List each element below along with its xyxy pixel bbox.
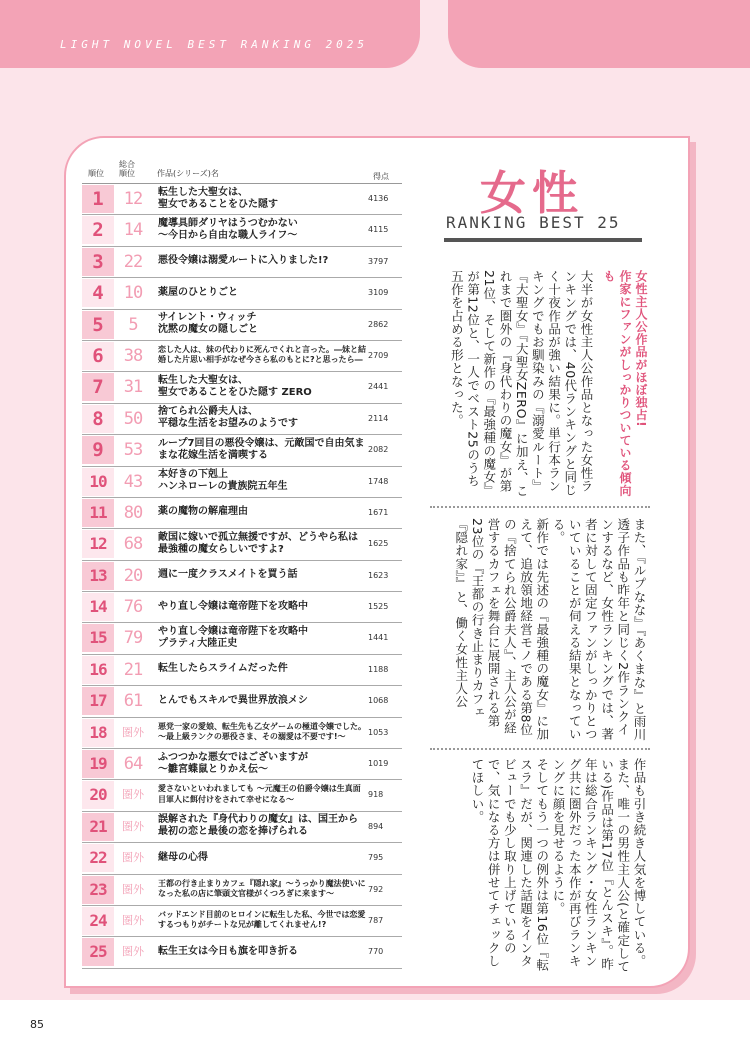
score: 1053 (368, 727, 389, 737)
overall-rank: 14 (123, 220, 143, 241)
article-paragraph-1: 大半が女性主人公作品となった女性ランキングでは、40代ランキングと同じく十夜作品が強い結果に。単行本ランキングでもお馴染みの『溺愛ルート』『大聖女』『大聖女ZERO』に加え、これまで圏外の『身代わりの魔女』が第21位、そして新作の『最強種の魔女』が第12位と、一人でベスト25のうち五作を占める形となった。 (449, 270, 594, 498)
overall-rank: 79 (123, 628, 143, 649)
rank-number: 7 (82, 373, 114, 401)
rank-number: 23 (82, 876, 114, 904)
work-title: ループ7回目の悪役令嬢は、元敵国で自由気ままな花嫁生活を満喫する (158, 437, 365, 461)
work-title: バッドエンド目前のヒロインに転生した私、今世では恋愛するつもりがチートな兄が離してくれません!? (158, 909, 366, 930)
rank-number: 6 (82, 342, 114, 370)
rank-number: 13 (82, 562, 114, 590)
work-title: とんでもスキルで異世界放浪メシ (158, 694, 308, 706)
work-title: 継母の心得 (158, 851, 208, 863)
work-title: 愛さないといわれましても ～元魔王の伯爵令嬢は生真面目軍人に餌付けをされて幸せになる～ (158, 784, 361, 804)
score: 770 (368, 947, 384, 957)
article-paragraph-3: 作品も引き続き人気を博している。 また、唯一の男性主人公(と確定している)作品は第17位『とんスキ』。昨年は総合ランキング・女性ランキング共に圏外だった本作が再びランキングに顔を見せるように。 そしてもう一つの例外は第16位『転スラ』だが、関連した話題をインタビューでも少し取り上げているので、気になる方は併せてチェックしてほしい。 (469, 758, 647, 974)
rank-number: 5 (82, 311, 114, 339)
table-row (82, 184, 402, 215)
score: 1623 (368, 570, 389, 580)
rank-number: 1 (82, 185, 114, 213)
score: 918 (368, 790, 384, 800)
table-row (82, 341, 402, 372)
score: 1748 (368, 476, 389, 486)
score: 1525 (368, 602, 389, 612)
header-band-right (448, 0, 750, 68)
dotted-divider (430, 748, 650, 750)
score: 2082 (368, 445, 389, 455)
overall-rank: 38 (123, 345, 143, 366)
rank-number: 11 (82, 499, 114, 527)
table-row (82, 467, 402, 498)
score: 2709 (368, 350, 389, 360)
overall-rank: 68 (123, 534, 143, 555)
rank-number: 21 (82, 813, 114, 841)
score: 1068 (368, 696, 389, 706)
rank-number: 24 (82, 907, 114, 935)
rank-number: 12 (82, 530, 114, 558)
rank-number: 18 (82, 719, 114, 747)
rank-number: 22 (82, 844, 114, 872)
table-row (82, 843, 402, 874)
score: 795 (368, 853, 384, 863)
overall-rank: 圏外 (122, 819, 144, 833)
score: 3109 (368, 288, 389, 298)
rank-number: 2 (82, 216, 114, 244)
table-row (82, 812, 402, 843)
ranking-best-subtitle: RANKING BEST 25 (446, 213, 621, 232)
score: 3797 (368, 256, 389, 266)
overall-rank: 80 (123, 502, 143, 523)
work-title: ふつつかな悪女ではございますが ～雛宮蝶鼠とりかえ伝～ (158, 751, 308, 775)
work-title: やり直し令嬢は竜帝陛下を攻略中 プラティ大陸正史 (158, 625, 308, 649)
work-title: 悪役令嬢は溺愛ルートに入りました!? (158, 255, 329, 267)
page-number: 85 (30, 1018, 44, 1031)
overall-rank: 31 (123, 377, 143, 398)
table-body (82, 184, 402, 969)
rank-number: 17 (82, 687, 114, 715)
score: 792 (368, 884, 384, 894)
work-title: やり直し令嬢は竜帝陛下を攻略中 (158, 600, 308, 612)
work-title: 薬の魔物の解雇理由 (158, 506, 248, 518)
table-row (82, 278, 402, 309)
table-row (82, 592, 402, 623)
work-title: 捨てられ公爵夫人は、 平穏な生活をお望みのようです (158, 406, 298, 430)
overall-rank: 64 (123, 754, 143, 775)
overall-rank: 5 (128, 314, 138, 335)
table-row (82, 310, 402, 341)
work-title: 王都の行き止まりカフェ『隠れ家』～うっかり魔法使いになった私の店に筆頭文官様がくつろぎに来ます～ (158, 878, 366, 899)
score: 787 (368, 915, 384, 925)
table-row (82, 655, 402, 686)
table-row (82, 686, 402, 717)
table-row (82, 404, 402, 435)
overall-rank: 圏外 (122, 945, 144, 959)
table-row (82, 435, 402, 466)
genre-title: 女性 (480, 166, 584, 220)
score: 1441 (368, 633, 389, 643)
work-title: 誤解された『身代わりの魔女』は、国王から最初の恋と最後の恋を捧げられる (158, 814, 358, 838)
work-title: サイレント・ウィッチ 沈黙の魔女の隠しごと (158, 312, 258, 336)
col-rank-header: 順位 (88, 169, 104, 178)
rank-number: 16 (82, 656, 114, 684)
table-row (82, 498, 402, 529)
rank-number: 25 (82, 938, 114, 966)
rank-number: 14 (82, 593, 114, 621)
work-title: 薬屋のひとりごと (158, 286, 238, 298)
overall-rank: 53 (123, 440, 143, 461)
dotted-divider (430, 506, 650, 508)
overall-rank: 20 (123, 565, 143, 586)
rank-number: 4 (82, 279, 114, 307)
overall-rank: 10 (123, 283, 143, 304)
rank-number: 15 (82, 624, 114, 652)
table-row (82, 937, 402, 968)
table-row (82, 875, 402, 906)
score: 1625 (368, 539, 389, 549)
overall-rank: 76 (123, 597, 143, 618)
work-title: 魔導具師ダリヤはうつむかない ～今日から自由な職人ライフ～ (158, 217, 298, 241)
table-row (82, 780, 402, 811)
table-row (82, 529, 402, 560)
rank-number: 10 (82, 468, 114, 496)
table-row (82, 718, 402, 749)
work-title: 転生王女は今日も旗を叩き折る (158, 945, 298, 957)
work-title: 悪党一家の愛娘、転生先も乙女ゲームの極道令嬢でした。～最上級ランクの悪役さま、その溺愛は不要です!～ (158, 721, 366, 742)
overall-rank: 圏外 (122, 788, 144, 802)
overall-rank: 21 (123, 659, 143, 680)
work-title: 転生した大聖女は、 聖女であることをひた隠す ZERO (158, 374, 312, 398)
score: 1188 (368, 664, 389, 674)
score: 894 (368, 821, 384, 831)
table-row (82, 215, 402, 246)
rank-number: 3 (82, 248, 114, 276)
col-title-header: 作品(シリーズ)名 (157, 169, 219, 178)
work-title: 恋した人は、妹の代わりに死んでくれと言った。―妹と結婚した片思い相手がなぜ今さら私のもとに?と思ったら― (158, 344, 366, 365)
score: 2441 (368, 382, 389, 392)
article-heading: 女性主人公作品がほぼ独占! 作家にファンがしっかりついている傾向も (602, 270, 648, 497)
table-row (82, 749, 402, 780)
score: 2114 (368, 413, 389, 423)
score: 1671 (368, 507, 389, 517)
overall-rank: 22 (123, 251, 143, 272)
table-row (82, 247, 402, 278)
rank-number: 19 (82, 750, 114, 778)
work-title: 転生したらスライムだった件 (158, 663, 288, 675)
table-row (82, 906, 402, 937)
work-title: 敵国に嫁いで孤立無援ですが、どうやら私は最強種の魔女らしいですよ? (158, 531, 358, 555)
overall-rank: 圏外 (122, 851, 144, 865)
work-title: 本好きの下剋上 ハンネローレの貴族院五年生 (158, 469, 288, 493)
article-paragraph-2: また、『ルプなな』『あくまな』と雨川透子作品も昨年と同じく2作ランクインするなど、女性ランキングでは、著者に対して固定ファンがしっかりとついていることが伺える結果となっている。 新作では先述の『最強種の魔女』に加えて、追放領地経営モノである第8位の『捨てられ公爵夫人』、主人公が経営するカフェを舞台に展開される第23位の『王都の行き止まりカフェ『隠れ家』』と、働く女性主人公 (453, 518, 647, 742)
overall-rank: 圏外 (122, 913, 144, 927)
ranking-table (82, 157, 402, 969)
score: 4136 (368, 194, 389, 203)
table-header (82, 157, 402, 184)
overall-rank: 圏外 (122, 725, 144, 739)
overall-rank: 61 (123, 691, 143, 712)
overall-rank: 43 (123, 471, 143, 492)
work-title: 週に一度クラスメイトを買う話 (158, 569, 298, 581)
table-row (82, 623, 402, 654)
overall-rank: 50 (123, 408, 143, 429)
header-band-left (0, 0, 420, 68)
score: 1019 (368, 759, 389, 769)
work-title: 転生した大聖女は、 聖女であることをひた隠す (158, 186, 278, 210)
series-title: LIGHT NOVEL BEST RANKING 2025 (60, 38, 369, 51)
rank-number: 8 (82, 405, 114, 433)
rank-number: 9 (82, 436, 114, 464)
overall-rank: 圏外 (122, 882, 144, 896)
table-row (82, 372, 402, 403)
score: 2862 (368, 319, 389, 329)
subtitle-underline (444, 238, 642, 242)
col-score-header: 得点 (373, 172, 389, 181)
col-overall-header: 総合 順位 (119, 160, 135, 178)
rank-number: 20 (82, 781, 114, 809)
overall-rank: 12 (123, 189, 143, 209)
table-row (82, 561, 402, 592)
score: 4115 (368, 225, 389, 235)
